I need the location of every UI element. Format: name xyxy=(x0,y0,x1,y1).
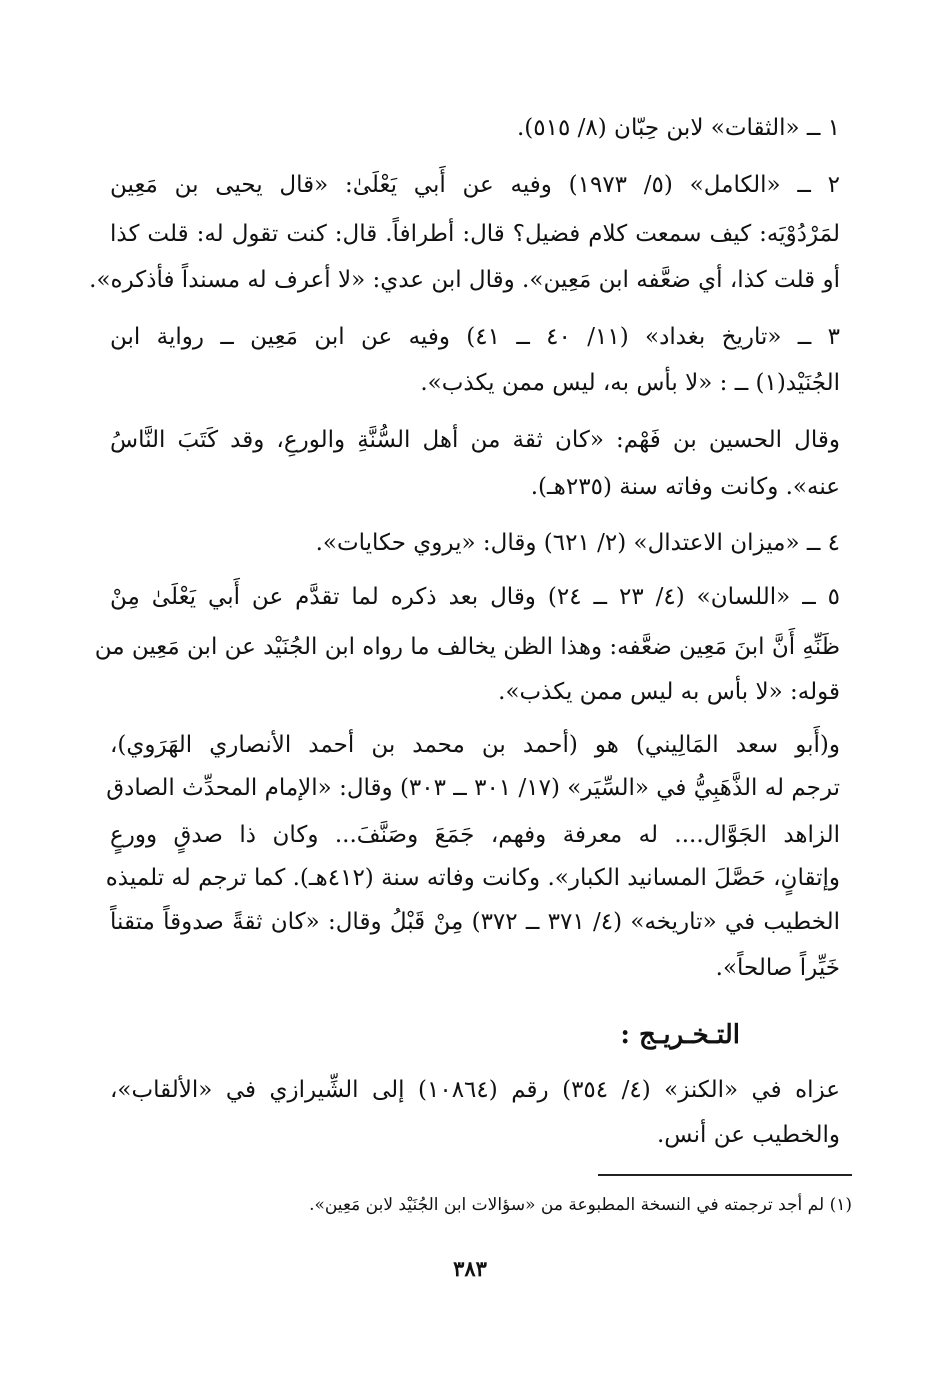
entry-5-line-2: ظَنِّهِ أَنَّ ابنَ مَعِين ضعَّفه: وهذا الظن يخالف ما رواه ابن الجُنَيْد عن ابن مَعِين من xyxy=(94,634,840,660)
malini-line-6: خَيِّراً صالحاً». xyxy=(715,955,840,981)
entry-2-line-3: أو قلت كذا، أي ضعَّفه ابن مَعِين». وقال ابن عدي: «لا أعرف له مسنداً فأذكره». xyxy=(89,267,840,293)
entry-3-line-2: الجُنَيْد(١) ــ : «لا بأس به، ليس ممن يكذب». xyxy=(420,370,840,396)
fahm-line-2: عنه». وكانت وفاته سنة (٢٣٥هـ). xyxy=(530,474,840,500)
page-number: ٣٨٣ xyxy=(453,1256,487,1281)
entry-3-line-1: ٣ ــ «تاريخ بغداد» (١١/ ٤٠ ــ ٤١) وفيه عن ابن مَعِين ــ رواية ابن xyxy=(110,324,840,350)
footnote-separator xyxy=(598,1174,852,1176)
entry-4-line-1: ٤ ــ «ميزان الاعتدال» (٢/ ٦٢١) وقال: «يروي حكايات». xyxy=(315,530,840,556)
malini-line-4: وإتقانٍ، حَصَّلَ المسانيد الكبار». وكانت وفاته سنة (٤١٢هـ). كما ترجم له تلميذه xyxy=(105,865,840,891)
entry-5-line-1: ٥ ــ «اللسان» (٤/ ٢٣ ــ ٢٤) وقال بعد ذكره لما تقدَّم عن أَبي يَعْلَىٰ مِنْ xyxy=(110,584,840,610)
entry-1-line-1: ١ ــ «الثقات» لابن حِبّان (٨/ ٥١٥). xyxy=(516,115,840,141)
entry-2-line-1: ٢ ــ «الكامل» (٥/ ١٩٧٣) وفيه عن أَبي يَعْلَىٰ: «قال يحيى بن مَعِين xyxy=(110,172,840,198)
entry-5-line-3: قوله: «لا بأس به ليس ممن يكذب». xyxy=(498,679,840,705)
fahm-line-1: وقال الحسين بن فَهْم: «كان ثقة من أهل السُّنَّةِ والورعِ، وقد كَتَبَ النَّاسُ xyxy=(110,427,840,453)
takhrij-line-2: والخطيب عن أنس. xyxy=(656,1122,840,1148)
takhrij-line-1: عزاه في «الكنز» (٤/ ٣٥٤) رقم (١٠٨٦٤) إلى الشِّيرازي في «الألقاب»، xyxy=(110,1077,840,1103)
section-heading: التـخـريـج : xyxy=(620,1020,740,1050)
malini-line-3: الزاهد الجَوَّال.... له معرفة وفهم، جَمَعَ وصَنَّفَ... وكان ذا صدقٍ وورعٍ xyxy=(110,822,840,848)
malini-line-5: الخطيب في «تاريخه» (٤/ ٣٧١ ــ ٣٧٢) مِنْ قَبْلُ وقال: «كان ثقةً صدوقاً متقناً xyxy=(110,909,841,935)
malini-line-1: و(أَبو سعد المَالِيني) هو (أحمد بن محمد بن أحمد الأنصاري الهَرَوي)، xyxy=(110,732,840,758)
footnote: (١) لم أجد ترجمته في النسخة المطبوعة من «سؤالات ابن الجُنَيْد لابن مَعِين». xyxy=(309,1195,852,1215)
malini-line-2: ترجم له الذَّهَبِيُّ في «السِّيَر» (١٧/ ٣٠١ ــ ٣٠٣) وقال: «الإمام المحدِّث الصادق xyxy=(106,775,840,801)
entry-2-line-2: لمَرْدُوْيَه: كيف سمعت كلام فضيل؟ قال: أطرافاً. قال: كنت تقول له: قلت كذا xyxy=(110,221,840,247)
